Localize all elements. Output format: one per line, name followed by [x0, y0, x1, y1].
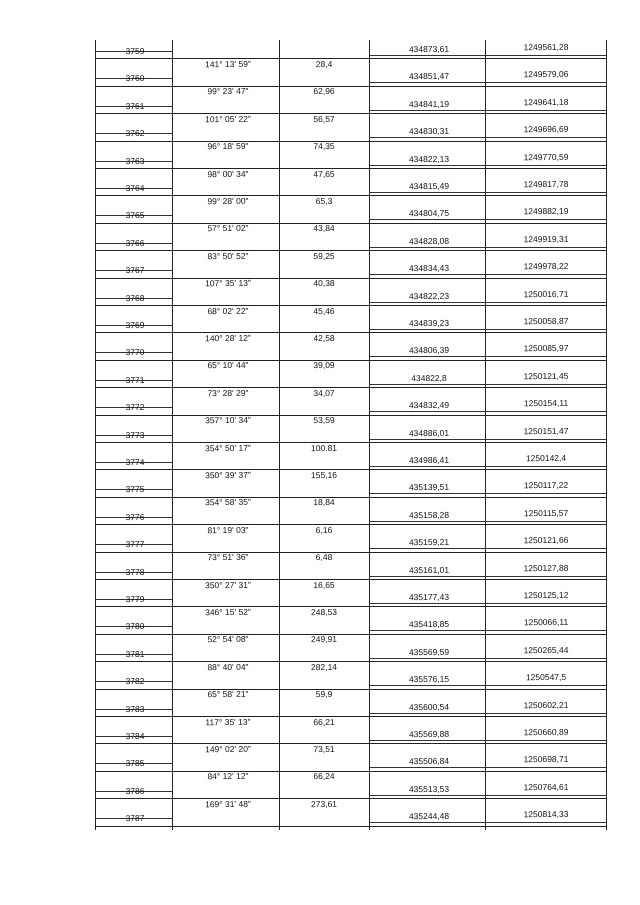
y-coordinate: 1250764,61: [523, 781, 569, 793]
table-subrow-rule: [369, 740, 607, 741]
table-subrow-rule: [369, 685, 607, 686]
x-coordinate: 434804,75: [408, 208, 450, 219]
x-coordinate: 434822,13: [408, 153, 450, 164]
y-coordinate: 1250121,66: [523, 534, 569, 546]
point-number: 3775: [125, 484, 145, 495]
x-coordinate: 434873,61: [408, 43, 450, 55]
y-coordinate: 1250698,71: [523, 754, 569, 765]
segment-length: 62,96: [313, 86, 335, 97]
segment-length: 155,16: [310, 469, 338, 481]
y-coordinate: 1249561,28: [523, 41, 569, 53]
point-number: 3767: [125, 265, 145, 276]
y-coordinate: 1249817,78: [523, 178, 569, 190]
segment-length: 6,16: [315, 524, 333, 535]
table-subrow-rule: [369, 192, 607, 193]
x-coordinate: 435161,01: [408, 564, 450, 575]
x-coordinate: 435418,85: [408, 619, 450, 630]
point-number: 3781: [125, 648, 145, 659]
segment-length: 248,53: [310, 606, 338, 618]
direction-angle: 117° 35' 13": [205, 716, 251, 727]
direction-angle: 149° 02' 20": [205, 743, 251, 755]
x-coordinate: 435576,15: [408, 673, 450, 685]
point-number: 3759: [125, 45, 145, 57]
x-coordinate: 434828,08: [408, 235, 450, 247]
x-coordinate: 435158,28: [408, 509, 450, 521]
point-number: 3761: [125, 100, 145, 111]
table-column-rule: [485, 40, 486, 830]
y-coordinate: 1250127,88: [523, 562, 569, 573]
point-number: 3763: [125, 155, 145, 166]
table-subrow-rule: [369, 630, 607, 631]
table-subrow-rule: [369, 137, 607, 138]
y-coordinate: 1250814,33: [523, 808, 569, 820]
table-column-rule: [172, 40, 173, 830]
segment-length: 28,4: [315, 58, 333, 70]
segment-length: 249,91: [310, 634, 338, 645]
x-coordinate: 435513,53: [408, 783, 450, 795]
table-subrow-rule: [369, 329, 607, 330]
direction-angle: 84° 12' 12": [207, 771, 249, 782]
segment-length: 43,84: [313, 223, 335, 234]
x-coordinate: 434806,39: [408, 345, 450, 356]
point-number: 3773: [125, 429, 145, 440]
segment-length: 47,65: [313, 168, 335, 179]
point-number: 3782: [125, 676, 145, 687]
table-column-rule: [279, 40, 280, 830]
segment-length: 45,46: [313, 305, 335, 316]
table-subrow-rule: [369, 411, 607, 412]
table-subrow-rule: [369, 795, 607, 796]
direction-angle: 65° 10' 44": [207, 360, 249, 371]
direction-angle: 52° 54' 08": [207, 634, 249, 645]
table-subrow-rule: [369, 713, 607, 714]
direction-angle: 73° 28' 29": [207, 387, 249, 399]
direction-angle: 88° 40' 04": [207, 661, 249, 673]
direction-angle: 346° 15' 52": [205, 606, 251, 618]
y-coordinate: 1250115,57: [523, 507, 569, 519]
point-number: 3784: [125, 730, 145, 742]
direction-angle: 81° 19' 03": [207, 524, 249, 536]
segment-length: 273,61: [310, 798, 338, 809]
point-number: 3777: [125, 539, 145, 550]
y-coordinate: 1249978,22: [523, 260, 569, 272]
table-column-rule: [606, 40, 607, 830]
point-number: 3764: [125, 182, 145, 194]
table-subrow-rule: [369, 493, 607, 494]
y-coordinate: 1249641,18: [523, 96, 569, 108]
point-number: 3778: [125, 566, 145, 577]
x-coordinate: 434834,43: [408, 262, 450, 274]
direction-angle: 73° 51' 36": [207, 551, 249, 563]
point-number: 3760: [125, 73, 145, 84]
y-coordinate: 1250085,97: [523, 343, 569, 354]
y-coordinate: 1250066,11: [523, 617, 569, 628]
x-coordinate: 434830,31: [408, 125, 450, 137]
direction-angle: 354° 58' 35": [205, 497, 251, 508]
x-coordinate: 434832,49: [408, 399, 450, 411]
y-coordinate: 1249882,19: [523, 206, 569, 217]
segment-length: 73,51: [313, 743, 335, 755]
segment-length: 42,58: [313, 332, 335, 344]
point-number: 3787: [125, 813, 145, 824]
x-coordinate: 435139,51: [408, 482, 450, 493]
table-subrow-rule: [369, 165, 607, 166]
x-coordinate: 435569,88: [408, 728, 450, 740]
y-coordinate: 1250151,47: [523, 425, 569, 436]
point-number: 3776: [125, 511, 145, 522]
x-coordinate: 434839,23: [408, 317, 450, 329]
point-number: 3785: [125, 758, 145, 769]
direction-angle: 169° 31' 48": [205, 798, 251, 810]
x-coordinate: 434815,49: [408, 180, 450, 192]
y-coordinate: 1250121,45: [523, 370, 569, 382]
y-coordinate: 1249919,31: [523, 233, 569, 245]
point-number: 3768: [125, 292, 145, 303]
direction-angle: 96° 18' 59": [207, 140, 249, 152]
table-subrow-rule: [369, 521, 607, 522]
x-coordinate: 434822,23: [408, 290, 450, 301]
y-coordinate: 1250142,4: [525, 452, 567, 464]
y-coordinate: 1250660,89: [523, 726, 569, 738]
segment-length: 34,07: [313, 387, 335, 398]
direction-angle: 357° 10' 34": [205, 414, 251, 426]
direction-angle: 354° 50' 17": [205, 442, 251, 453]
point-number: 3779: [125, 593, 145, 605]
y-coordinate: 1250058,87: [523, 315, 569, 327]
point-number: 3765: [125, 210, 145, 221]
segment-length: 66,24: [313, 771, 335, 782]
x-coordinate: 434822,8: [411, 372, 447, 383]
table-subrow-rule: [369, 247, 607, 248]
direction-angle: 99° 23' 47": [207, 86, 249, 97]
table-subrow-rule: [369, 55, 607, 56]
segment-length: 16,65: [313, 579, 335, 590]
table-subrow-rule: [369, 576, 607, 577]
y-coordinate: 1249696,69: [523, 123, 569, 135]
point-number: 3772: [125, 402, 145, 413]
point-number: 3783: [125, 703, 145, 714]
table-subrow-rule: [369, 384, 607, 385]
direction-angle: 99° 28' 00": [207, 195, 249, 207]
direction-angle: 141° 13' 59": [205, 58, 251, 70]
x-coordinate: 435600,54: [408, 701, 450, 712]
table-subrow-rule: [369, 274, 607, 275]
table-subrow-rule: [369, 822, 607, 823]
point-number: 3771: [125, 374, 145, 385]
table-subrow-rule: [369, 82, 607, 83]
y-coordinate: 1250154,11: [523, 397, 569, 409]
table-subrow-rule: [369, 466, 607, 467]
direction-angle: 350° 27' 31": [205, 579, 251, 590]
table-subrow-rule: [369, 302, 607, 303]
table-subrow-rule: [369, 658, 607, 659]
x-coordinate: 435569,59: [408, 646, 450, 658]
segment-length: 39,09: [313, 360, 335, 371]
table-subrow-rule: [369, 767, 607, 768]
direction-angle: 57° 51' 02": [207, 223, 249, 234]
segment-length: 59,25: [313, 250, 335, 261]
point-number: 3770: [125, 347, 145, 358]
y-coordinate: 1250125,12: [523, 589, 569, 601]
point-number: 3766: [125, 237, 145, 248]
table-subrow-rule: [369, 219, 607, 220]
x-coordinate: 434851,47: [408, 71, 450, 82]
x-coordinate: 435506,84: [408, 756, 450, 767]
segment-length: 100.81: [310, 442, 338, 453]
point-number: 3786: [125, 785, 145, 796]
x-coordinate: 435244,48: [408, 810, 450, 822]
point-number: 3769: [125, 319, 145, 331]
y-coordinate: 1250265,44: [523, 644, 569, 656]
point-number: 3774: [125, 456, 145, 468]
y-coordinate: 1249579,06: [523, 69, 569, 80]
point-number: 3780: [125, 621, 145, 632]
direction-angle: 98° 00' 34": [207, 168, 249, 179]
segment-length: 18,84: [313, 497, 335, 508]
table-subrow-rule: [369, 110, 607, 111]
y-coordinate: 1249770,59: [523, 151, 569, 162]
segment-length: 6,48: [315, 552, 333, 563]
direction-angle: 101° 05' 22": [205, 113, 251, 125]
table-subrow-rule: [369, 439, 607, 440]
segment-length: 66,21: [313, 716, 335, 727]
table-column-rule: [369, 40, 370, 830]
direction-angle: 83° 50' 52": [207, 250, 249, 262]
x-coordinate: 435159,21: [408, 536, 450, 548]
point-number: 3762: [125, 128, 145, 139]
segment-length: 65,3: [315, 195, 333, 207]
x-coordinate: 435177,43: [408, 591, 450, 603]
segment-length: 59,9: [315, 689, 333, 700]
segment-length: 282,14: [310, 661, 338, 672]
segment-length: 53,59: [313, 415, 335, 426]
y-coordinate: 1250117,22: [523, 480, 569, 491]
x-coordinate: 434841,19: [408, 98, 450, 110]
segment-length: 40,38: [313, 278, 335, 289]
direction-angle: 107° 35' 13": [205, 277, 251, 289]
y-coordinate: 1250602,21: [523, 699, 569, 710]
segment-length: 56,57: [313, 113, 335, 124]
direction-angle: 65° 58' 21": [207, 688, 249, 700]
table-subrow-rule: [369, 548, 607, 549]
table-subrow-rule: [369, 603, 607, 604]
direction-angle: 68° 02' 22": [207, 305, 249, 316]
direction-angle: 350° 39' 37": [205, 469, 251, 481]
y-coordinate: 1250016,71: [523, 288, 569, 299]
segment-length: 74,35: [313, 141, 335, 152]
x-coordinate: 434986,41: [408, 454, 450, 466]
table-subrow-rule: [369, 356, 607, 357]
y-coordinate: 1250547,5: [525, 671, 567, 683]
direction-angle: 140° 28' 12": [205, 332, 251, 344]
table-row-rule: [95, 826, 607, 827]
x-coordinate: 434886,01: [408, 427, 450, 438]
